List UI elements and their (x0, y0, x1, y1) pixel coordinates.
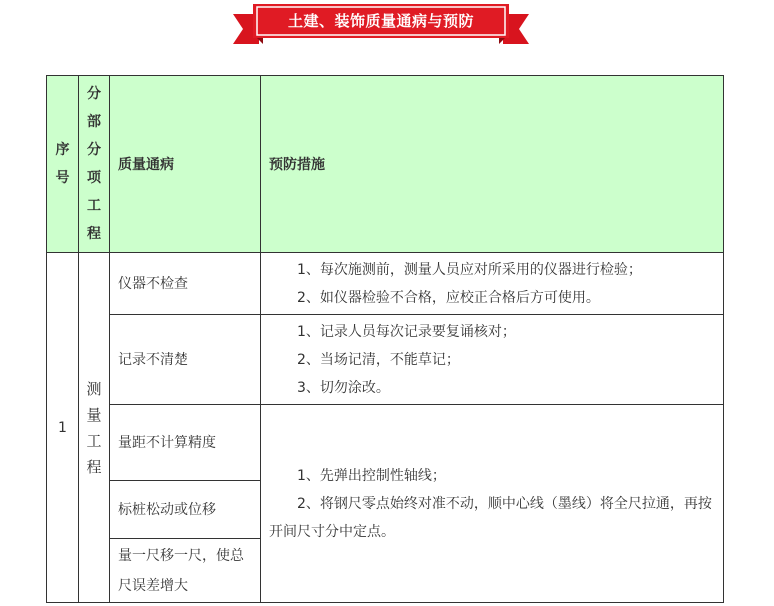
measure-cell: 1、先弹出控制性轴线； 2、将钢尺零点始终对准不动，顺中心线（墨线）将全尺拉通，再按开间尺寸分中定点。 (261, 405, 724, 603)
table-row (47, 315, 724, 405)
measure-cell: 1、每次施测前，测量人员应对所采用的仪器进行检验； 2、如仪器检验不合格，应校正合格后方可使用。 (261, 253, 724, 315)
header-issue: 质量通病 (110, 76, 261, 253)
banner-title: 土建、装饰质量通病与预防 (287, 12, 474, 30)
header-seq: 序号 (47, 76, 79, 253)
header-measure: 预防措施 (261, 76, 724, 253)
issue-cell: 量一尺移一尺，使总尺误差增大 (110, 539, 261, 603)
row-part: 测量工程 (79, 253, 110, 603)
header-part: 分部分项工程 (79, 76, 110, 253)
table-row (47, 253, 724, 315)
row-seq: 1 (47, 253, 79, 603)
issue-cell: 记录不清楚 (110, 315, 261, 405)
table-row (47, 405, 724, 481)
issue-cell: 仪器不检查 (110, 253, 261, 315)
header-row (47, 76, 724, 253)
issue-cell: 量距不计算精度 (110, 405, 261, 481)
quality-table (46, 75, 724, 603)
title-banner (233, 4, 529, 44)
measure-cell: 1、记录人员每次记录要复诵核对； 2、当场记清，不能草记； 3、切勿涂改。 (261, 315, 724, 405)
issue-cell: 标桩松动或位移 (110, 481, 261, 539)
